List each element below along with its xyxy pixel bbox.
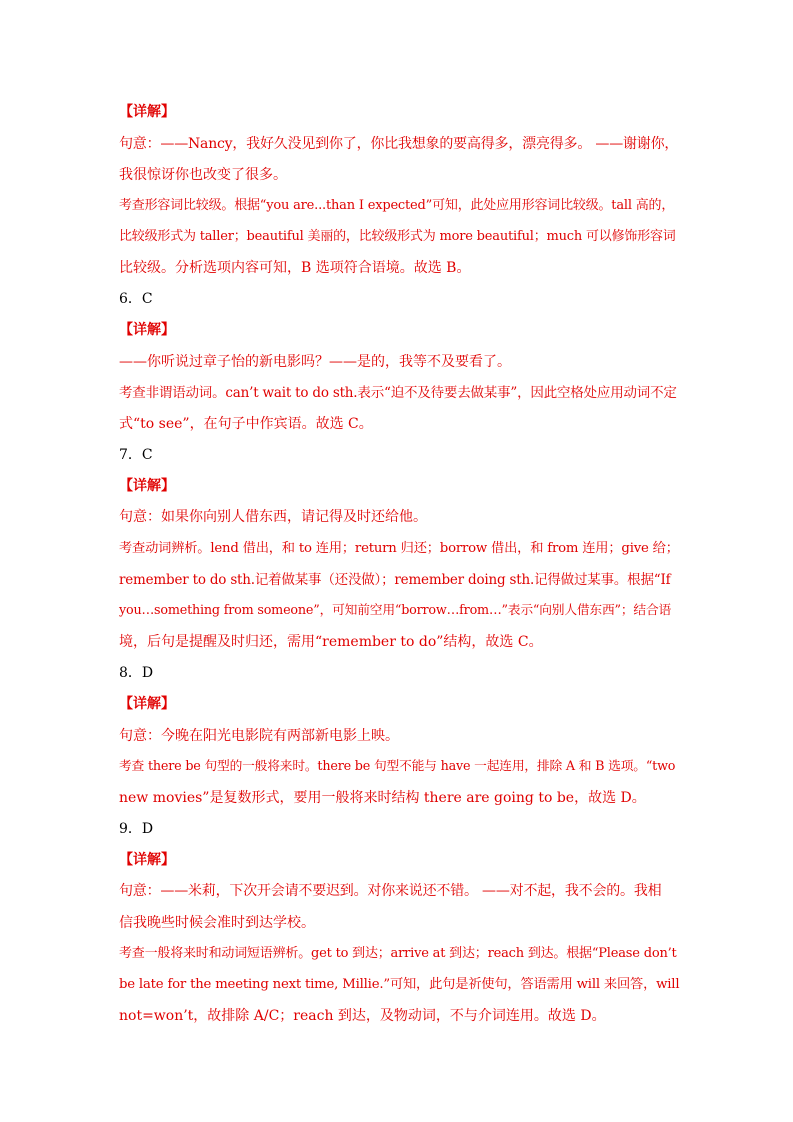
text-line: 考查 there be 句型的一般将来时。there be 句型不能与 have 一起连用，排除 A 和 B 选项。“two — [119, 759, 676, 774]
text-line: 信我晚些时候会准时到达学校。 — [119, 915, 315, 931]
text-line: 境，后句是提醒及时归还，需用“remember to do”结构，故选 C。 — [119, 634, 543, 650]
section-heading-detail: 【详解】 — [119, 104, 175, 120]
question-number: 9．D — [119, 821, 154, 837]
section-heading-detail: 【详解】 — [119, 478, 175, 494]
text-line: remember to do sth.记着做某事（还没做）；remember doing sth.记得做过某事。根据“If — [119, 572, 671, 588]
text-line: 我很惊讶你也改变了很多。 — [119, 167, 287, 183]
text-line: 考查非谓语动词。can’t wait to do sth.表示“迫不及待要去做某事”，因此空格处应用动词不定 — [119, 385, 677, 401]
text-line: 比较级。分析选项内容可知，B 选项符合语境。故选 B。 — [119, 260, 471, 276]
text-line: 考查一般将来时和动词短语辨析。get to 到达；arrive at 到达；reach 到达。根据“Please don’t — [119, 946, 677, 961]
text-line: 句意：——Nancy，我好久没见到你了，你比我想象的要高得多，漂亮得多。 ——谢谢你， — [119, 136, 679, 152]
text-line: not=won’t，故排除 A/C；reach 到达，及物动词，不与介词连用。故选 D。 — [119, 1008, 606, 1024]
text-line: 考查动词辨析。lend 借出，和 to 连用；return 归还；borrow 借出，和 from 连用；give 给； — [119, 541, 679, 556]
section-heading-detail: 【详解】 — [119, 852, 175, 868]
text-line: 句意：——米莉，下次开会请不要迟到。对你来说还不错。 ——对不起，我不会的。我相 — [119, 883, 662, 899]
text-line: 式“to see”，在句子中作宾语。故选 C。 — [119, 416, 373, 432]
text-line: 句意：今晚在阳光电影院有两部新电影上映。 — [119, 728, 399, 744]
text-line: new movies”是复数形式，要用一般将来时结构 there are going to be，故选 D。 — [119, 790, 646, 806]
question-number: 6．C — [119, 291, 153, 307]
text-line: ——你听说过章子怡的新电影吗？——是的，我等不及要看了。 — [119, 354, 511, 370]
text-line: 比较级形式为 taller；beautiful 美丽的，比较级形式为 more beautiful；much 可以修饰形容词 — [119, 229, 676, 244]
section-heading-detail: 【详解】 — [119, 696, 175, 712]
section-heading-detail: 【详解】 — [119, 322, 175, 338]
text-line: be late for the meeting next time, Millie.”可知，此句是祈使句，答语需用 will 来回答，will — [119, 977, 680, 992]
question-number: 8．D — [119, 665, 154, 681]
text-line: you…something from someone”，可知前空用“borrow…from…”表示“向别人借东西”；结合语 — [119, 603, 672, 618]
question-number: 7．C — [119, 447, 153, 463]
text-line: 句意：如果你向别人借东西，请记得及时还给他。 — [119, 509, 427, 525]
text-line: 考查形容词比较级。根据“you are...than I expected”可知，此处应用形容词比较级。tall 高的， — [119, 198, 675, 213]
